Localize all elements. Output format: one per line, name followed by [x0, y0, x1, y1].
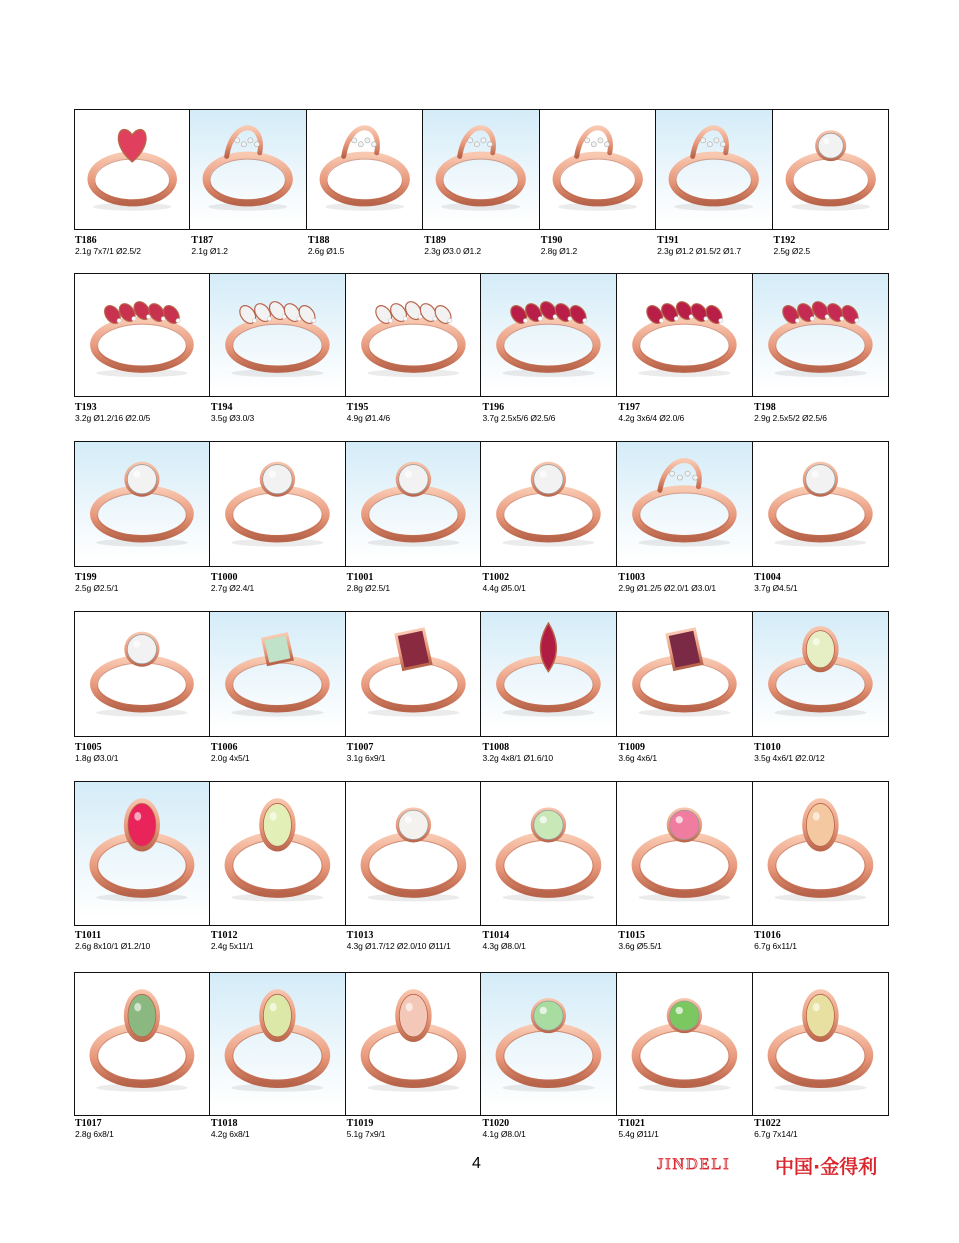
ring-icon [210, 782, 345, 925]
ring-band [636, 836, 733, 893]
product-image-t1008 [481, 611, 617, 737]
product-caption [617, 742, 753, 763]
product-code: T1019 [346, 1118, 374, 1129]
product-image-row [74, 972, 889, 1116]
product-code: T1001 [346, 572, 374, 583]
product-spec: 3.6g 4x6/1 [618, 753, 658, 763]
ring-icon [423, 110, 538, 229]
ring-band-inner [233, 324, 322, 367]
ring-band [229, 320, 326, 369]
ring-icon [540, 110, 655, 229]
product-code: T1015 [618, 930, 645, 941]
ring-oval-stone [802, 989, 838, 1042]
brand-logo-chinese: 中国·金得利 [775, 1156, 878, 1178]
product-code: T1000 [210, 572, 238, 583]
ring-band-inner [776, 324, 865, 367]
product-code: T1017 [75, 1118, 102, 1129]
ring-band-inner [676, 159, 751, 201]
product-code: T1005 [75, 742, 102, 753]
product-caption [346, 1118, 482, 1139]
product-spec: 2.1g 7x7/1 Ø2.5/2 [75, 246, 141, 256]
product-image-t1021 [617, 972, 753, 1116]
product-image-t1011 [74, 781, 210, 926]
product-spec: 4.2g 6x8/1 [210, 1129, 250, 1139]
product-caption-row [74, 235, 889, 256]
product-spec: 2.0g 4x5/1 [210, 753, 250, 763]
ring-band-inner [640, 663, 729, 707]
ring-band-inner [369, 663, 458, 707]
product-caption [74, 402, 210, 423]
product-spec: 4.2g 3x6/4 Ø2.0/6 [618, 413, 685, 423]
product-caption [617, 930, 753, 951]
product-code: T1021 [618, 1118, 645, 1129]
product-image-t1007 [346, 611, 482, 737]
ring-icon [210, 274, 345, 396]
product-code: T196 [482, 402, 505, 413]
ring-band-inner [98, 663, 186, 707]
ring-icon [656, 110, 771, 229]
product-spec: 2.8g Ø1.2 [540, 246, 578, 256]
product-spec: 2.9g 2.5x5/2 Ø2.5/6 [754, 413, 827, 423]
product-spec: 4.9g Ø1.4/6 [346, 413, 390, 423]
product-code: T1012 [210, 930, 238, 941]
product-caption [656, 235, 772, 256]
ring-band-inner [504, 1031, 593, 1082]
product-code: T193 [75, 402, 97, 413]
ring-band [323, 155, 406, 203]
product-image-t199 [74, 441, 210, 567]
product-caption [346, 930, 482, 951]
product-image-t1022 [753, 972, 889, 1116]
ring-icon [75, 442, 209, 566]
ring-icon [617, 782, 752, 925]
product-image-row [74, 441, 889, 567]
product-caption [210, 402, 346, 423]
ring-band [789, 155, 872, 203]
product-image-t1000 [210, 441, 346, 567]
product-caption [753, 1118, 889, 1139]
ring-band [672, 155, 755, 203]
product-caption [423, 235, 539, 256]
ring-band [556, 155, 639, 203]
ring-icon [773, 110, 888, 229]
ring-icon [617, 612, 752, 736]
product-spec: 3.1g 6x9/1 [346, 753, 386, 763]
product-spec: 3.2g Ø1.2/16 Ø2.0/5 [75, 413, 151, 423]
ring-band-inner [443, 159, 518, 201]
ring-icon [190, 110, 305, 229]
ring-band [229, 659, 326, 709]
product-image-t1019 [346, 972, 482, 1116]
ring-oval-stone [802, 626, 838, 672]
product-code: T189 [424, 235, 446, 246]
product-image-row [74, 109, 889, 230]
product-image-t1002 [481, 441, 617, 567]
ring-band-inner [793, 159, 868, 201]
product-code: T1008 [482, 742, 510, 753]
product-caption [481, 402, 617, 423]
ring-oval-stone [259, 798, 295, 851]
ring-band [636, 489, 733, 539]
product-caption [74, 930, 210, 951]
ring-icon [346, 973, 481, 1115]
product-spec: 3.7g Ø4.5/1 [754, 583, 798, 593]
ring-band-inner [504, 324, 593, 367]
product-code: T1010 [754, 742, 781, 753]
product-spec: 2.8g 6x8/1 [75, 1129, 114, 1139]
ring-oval-stone [802, 798, 838, 851]
ring-round-stone [803, 462, 838, 497]
product-caption [481, 1118, 617, 1139]
product-caption [540, 235, 656, 256]
product-caption-row [74, 742, 889, 763]
product-spec: 2.8g Ø2.5/1 [346, 583, 390, 593]
product-image-t1001 [346, 441, 482, 567]
ring-round-stone [124, 462, 159, 497]
product-spec: 3.5g 4x6/1 Ø2.0/12 [754, 753, 825, 763]
product-spec: 5.1g 7x9/1 [346, 1129, 386, 1139]
ring-band-inner [640, 324, 729, 367]
product-image-t192 [773, 109, 889, 230]
ring-oval-stone [124, 989, 160, 1042]
product-code: T1003 [618, 572, 645, 583]
ring-icon [307, 110, 422, 229]
brand-logo-latin: JINDELI [657, 1156, 731, 1173]
product-caption-row [74, 572, 889, 593]
ring-band [772, 320, 869, 369]
product-caption [481, 742, 617, 763]
product-spec: 2.5g Ø2.5 [773, 246, 810, 256]
product-image-row [74, 781, 889, 926]
product-image-t1004 [753, 441, 889, 567]
product-caption [190, 235, 306, 256]
product-image-t1018 [210, 972, 346, 1116]
ring-band-inner [98, 324, 186, 367]
ring-icon [481, 274, 616, 396]
product-code: T1014 [482, 930, 510, 941]
product-image-t1017 [74, 972, 210, 1116]
product-image-t1014 [481, 781, 617, 926]
product-code: T1004 [754, 572, 781, 583]
product-image-t189 [423, 109, 539, 230]
ring-band [636, 320, 733, 369]
ring-band-inner [640, 493, 729, 537]
ring-round-stone [815, 130, 846, 161]
product-code: T199 [75, 572, 97, 583]
ring-icon [346, 274, 481, 396]
ring-round-stone [667, 807, 702, 842]
product-caption [307, 235, 423, 256]
ring-band [500, 836, 597, 893]
ring-band-inner [95, 159, 170, 201]
product-image-t1006 [210, 611, 346, 737]
product-image-t191 [656, 109, 772, 230]
ring-icon [346, 782, 481, 925]
ring-band-inner [369, 493, 458, 537]
product-code: T186 [75, 235, 97, 246]
product-caption [346, 402, 482, 423]
product-image-t193 [74, 273, 210, 397]
ring-icon [753, 973, 888, 1115]
ring-icon [617, 973, 752, 1115]
ring-round-stone [395, 807, 430, 842]
product-caption-row [74, 930, 889, 951]
product-caption [753, 930, 889, 951]
ring-band-inner [211, 159, 286, 201]
product-code: T190 [540, 235, 563, 246]
ring-icon [210, 973, 345, 1115]
product-spec: 4.4g Ø5.0/1 [482, 583, 526, 593]
ring-icon [75, 110, 189, 229]
ring-band [365, 836, 462, 893]
ring-icon [481, 612, 616, 736]
product-code: T1009 [618, 742, 645, 753]
product-code: T197 [618, 402, 640, 413]
product-caption [753, 572, 889, 593]
product-spec: 4.1g Ø8.0/1 [482, 1129, 526, 1139]
product-code: T192 [773, 235, 796, 246]
product-image-t1003 [617, 441, 753, 567]
product-code: T191 [657, 235, 679, 246]
product-image-t196 [481, 273, 617, 397]
product-image-t187 [190, 109, 306, 230]
product-spec: 4.3g Ø1.7/12 Ø2.0/10 Ø11/1 [346, 941, 451, 951]
product-spec: 2.1g Ø1.2 [191, 246, 228, 256]
ring-icon [75, 973, 209, 1115]
product-spec: 2.9g Ø1.2/5 Ø2.0/1 Ø3.0/1 [618, 583, 716, 593]
product-caption [346, 572, 482, 593]
ring-icon [75, 782, 209, 925]
product-spec: 3.7g 2.5x5/6 Ø2.5/6 [482, 413, 556, 423]
ring-icon [617, 442, 752, 566]
ring-icon [617, 274, 752, 396]
product-caption [210, 742, 346, 763]
ring-band-inner [369, 324, 458, 367]
ring-icon [75, 612, 209, 736]
product-caption [74, 572, 210, 593]
ring-band-inner [98, 493, 186, 537]
ring-band [207, 155, 290, 203]
ring-round-stone [531, 807, 566, 842]
product-image-t186 [74, 109, 190, 230]
product-caption [481, 572, 617, 593]
ring-icon [753, 442, 888, 566]
product-caption [74, 742, 210, 763]
product-spec: 3.6g Ø5.5/1 [618, 941, 662, 951]
ring-oval-stone [124, 798, 160, 851]
ring-rect-stone [396, 629, 431, 669]
ring-icon [346, 442, 481, 566]
product-caption [210, 930, 346, 951]
product-code: T198 [754, 402, 776, 413]
product-code: T1018 [210, 1118, 238, 1129]
product-code: T187 [191, 235, 214, 246]
ring-oval-stone [259, 989, 295, 1042]
ring-icon [753, 782, 888, 925]
product-image-t195 [346, 273, 482, 397]
product-image-t197 [617, 273, 753, 397]
product-image-t190 [540, 109, 656, 230]
ring-band [365, 320, 462, 369]
ring-round-stone [667, 998, 702, 1033]
product-spec: 6.7g 7x14/1 [754, 1129, 798, 1139]
ring-icon [210, 442, 345, 566]
product-caption [74, 1118, 210, 1139]
product-code: T1007 [346, 742, 374, 753]
ring-band-inner [233, 493, 322, 537]
ring-round-stone [260, 462, 295, 497]
ring-band [500, 320, 597, 369]
product-image-t1016 [753, 781, 889, 926]
product-spec: 3.5g Ø3.0/3 [210, 413, 255, 423]
product-code: T1006 [210, 742, 238, 753]
ring-round-stone [531, 462, 566, 497]
product-caption [617, 1118, 753, 1139]
product-caption [481, 930, 617, 951]
product-code: T1020 [482, 1118, 510, 1129]
product-spec: 2.5g Ø2.5/1 [75, 583, 119, 593]
product-image-t1013 [346, 781, 482, 926]
product-image-t1020 [481, 972, 617, 1116]
ring-band-inner [369, 840, 458, 891]
product-image-t1012 [210, 781, 346, 926]
product-image-t194 [210, 273, 346, 397]
product-caption [210, 1118, 346, 1139]
product-image-t1015 [617, 781, 753, 926]
product-spec: 2.7g Ø2.4/1 [210, 583, 255, 593]
product-code: T1013 [346, 930, 374, 941]
ring-band-inner [233, 663, 322, 707]
ring-icon [481, 782, 616, 925]
ring-band-inner [640, 840, 729, 891]
product-caption-row [74, 1118, 889, 1139]
product-code: T194 [210, 402, 233, 413]
product-caption [346, 742, 482, 763]
product-caption [753, 402, 889, 423]
ring-band [94, 320, 190, 369]
product-spec: 2.4g 5x11/1 [210, 941, 254, 951]
product-code: T1022 [754, 1118, 781, 1129]
ring-band-inner [504, 493, 593, 537]
ring-icon [210, 612, 345, 736]
ring-rect-stone [263, 634, 292, 665]
product-spec: 2.3g Ø1.2 Ø1.5/2 Ø1.7 [657, 246, 742, 256]
product-image-t1010 [753, 611, 889, 737]
ring-icon [481, 973, 616, 1115]
product-spec: 2.3g Ø3.0 Ø1.2 [424, 246, 481, 256]
product-spec: 3.2g 4x8/1 Ø1.6/10 [482, 753, 553, 763]
product-spec: 5.4g Ø11/1 [618, 1129, 659, 1139]
product-image-t1005 [74, 611, 210, 737]
ring-round-stone [395, 462, 430, 497]
product-code: T188 [307, 235, 330, 246]
ring-band [500, 1027, 597, 1084]
product-caption [753, 742, 889, 763]
product-caption-row [74, 402, 889, 423]
product-code: T1016 [754, 930, 781, 941]
ring-icon [753, 612, 888, 736]
ring-band [439, 155, 522, 203]
ring-round-stone [531, 998, 566, 1033]
ring-band-inner [776, 493, 865, 537]
page-number: 4 [472, 1155, 481, 1172]
product-image-row [74, 273, 889, 397]
ring-round-stone [124, 632, 159, 667]
product-caption [617, 572, 753, 593]
ring-rect-stone [667, 629, 702, 669]
ring-icon [75, 274, 209, 396]
product-image-t198 [753, 273, 889, 397]
product-code: T1002 [482, 572, 510, 583]
ring-icon [346, 612, 481, 736]
product-caption [773, 235, 889, 256]
product-caption [617, 402, 753, 423]
ring-band-inner [640, 1031, 729, 1082]
product-caption [210, 572, 346, 593]
ring-band-inner [560, 159, 635, 201]
ring-icon [481, 442, 616, 566]
product-spec: 6.7g 6x11/1 [754, 941, 797, 951]
product-caption [74, 235, 190, 256]
product-spec: 1.8g Ø3.0/1 [75, 753, 119, 763]
product-spec: 2.6g Ø1.5 [307, 246, 345, 256]
ring-marquise-stone [541, 623, 557, 671]
product-spec: 4.3g Ø8.0/1 [482, 941, 526, 951]
product-spec: 2.6g 8x10/1 Ø1.2/10 [75, 941, 151, 951]
ring-band [636, 1027, 733, 1084]
product-code: T195 [346, 402, 369, 413]
ring-band-inner [327, 159, 402, 201]
product-code: T1011 [75, 930, 102, 941]
product-image-row [74, 611, 889, 737]
ring-oval-stone [395, 989, 431, 1042]
ring-icon [753, 274, 888, 396]
product-image-t188 [307, 109, 423, 230]
ring-band-inner [504, 840, 593, 891]
product-image-t1009 [617, 611, 753, 737]
